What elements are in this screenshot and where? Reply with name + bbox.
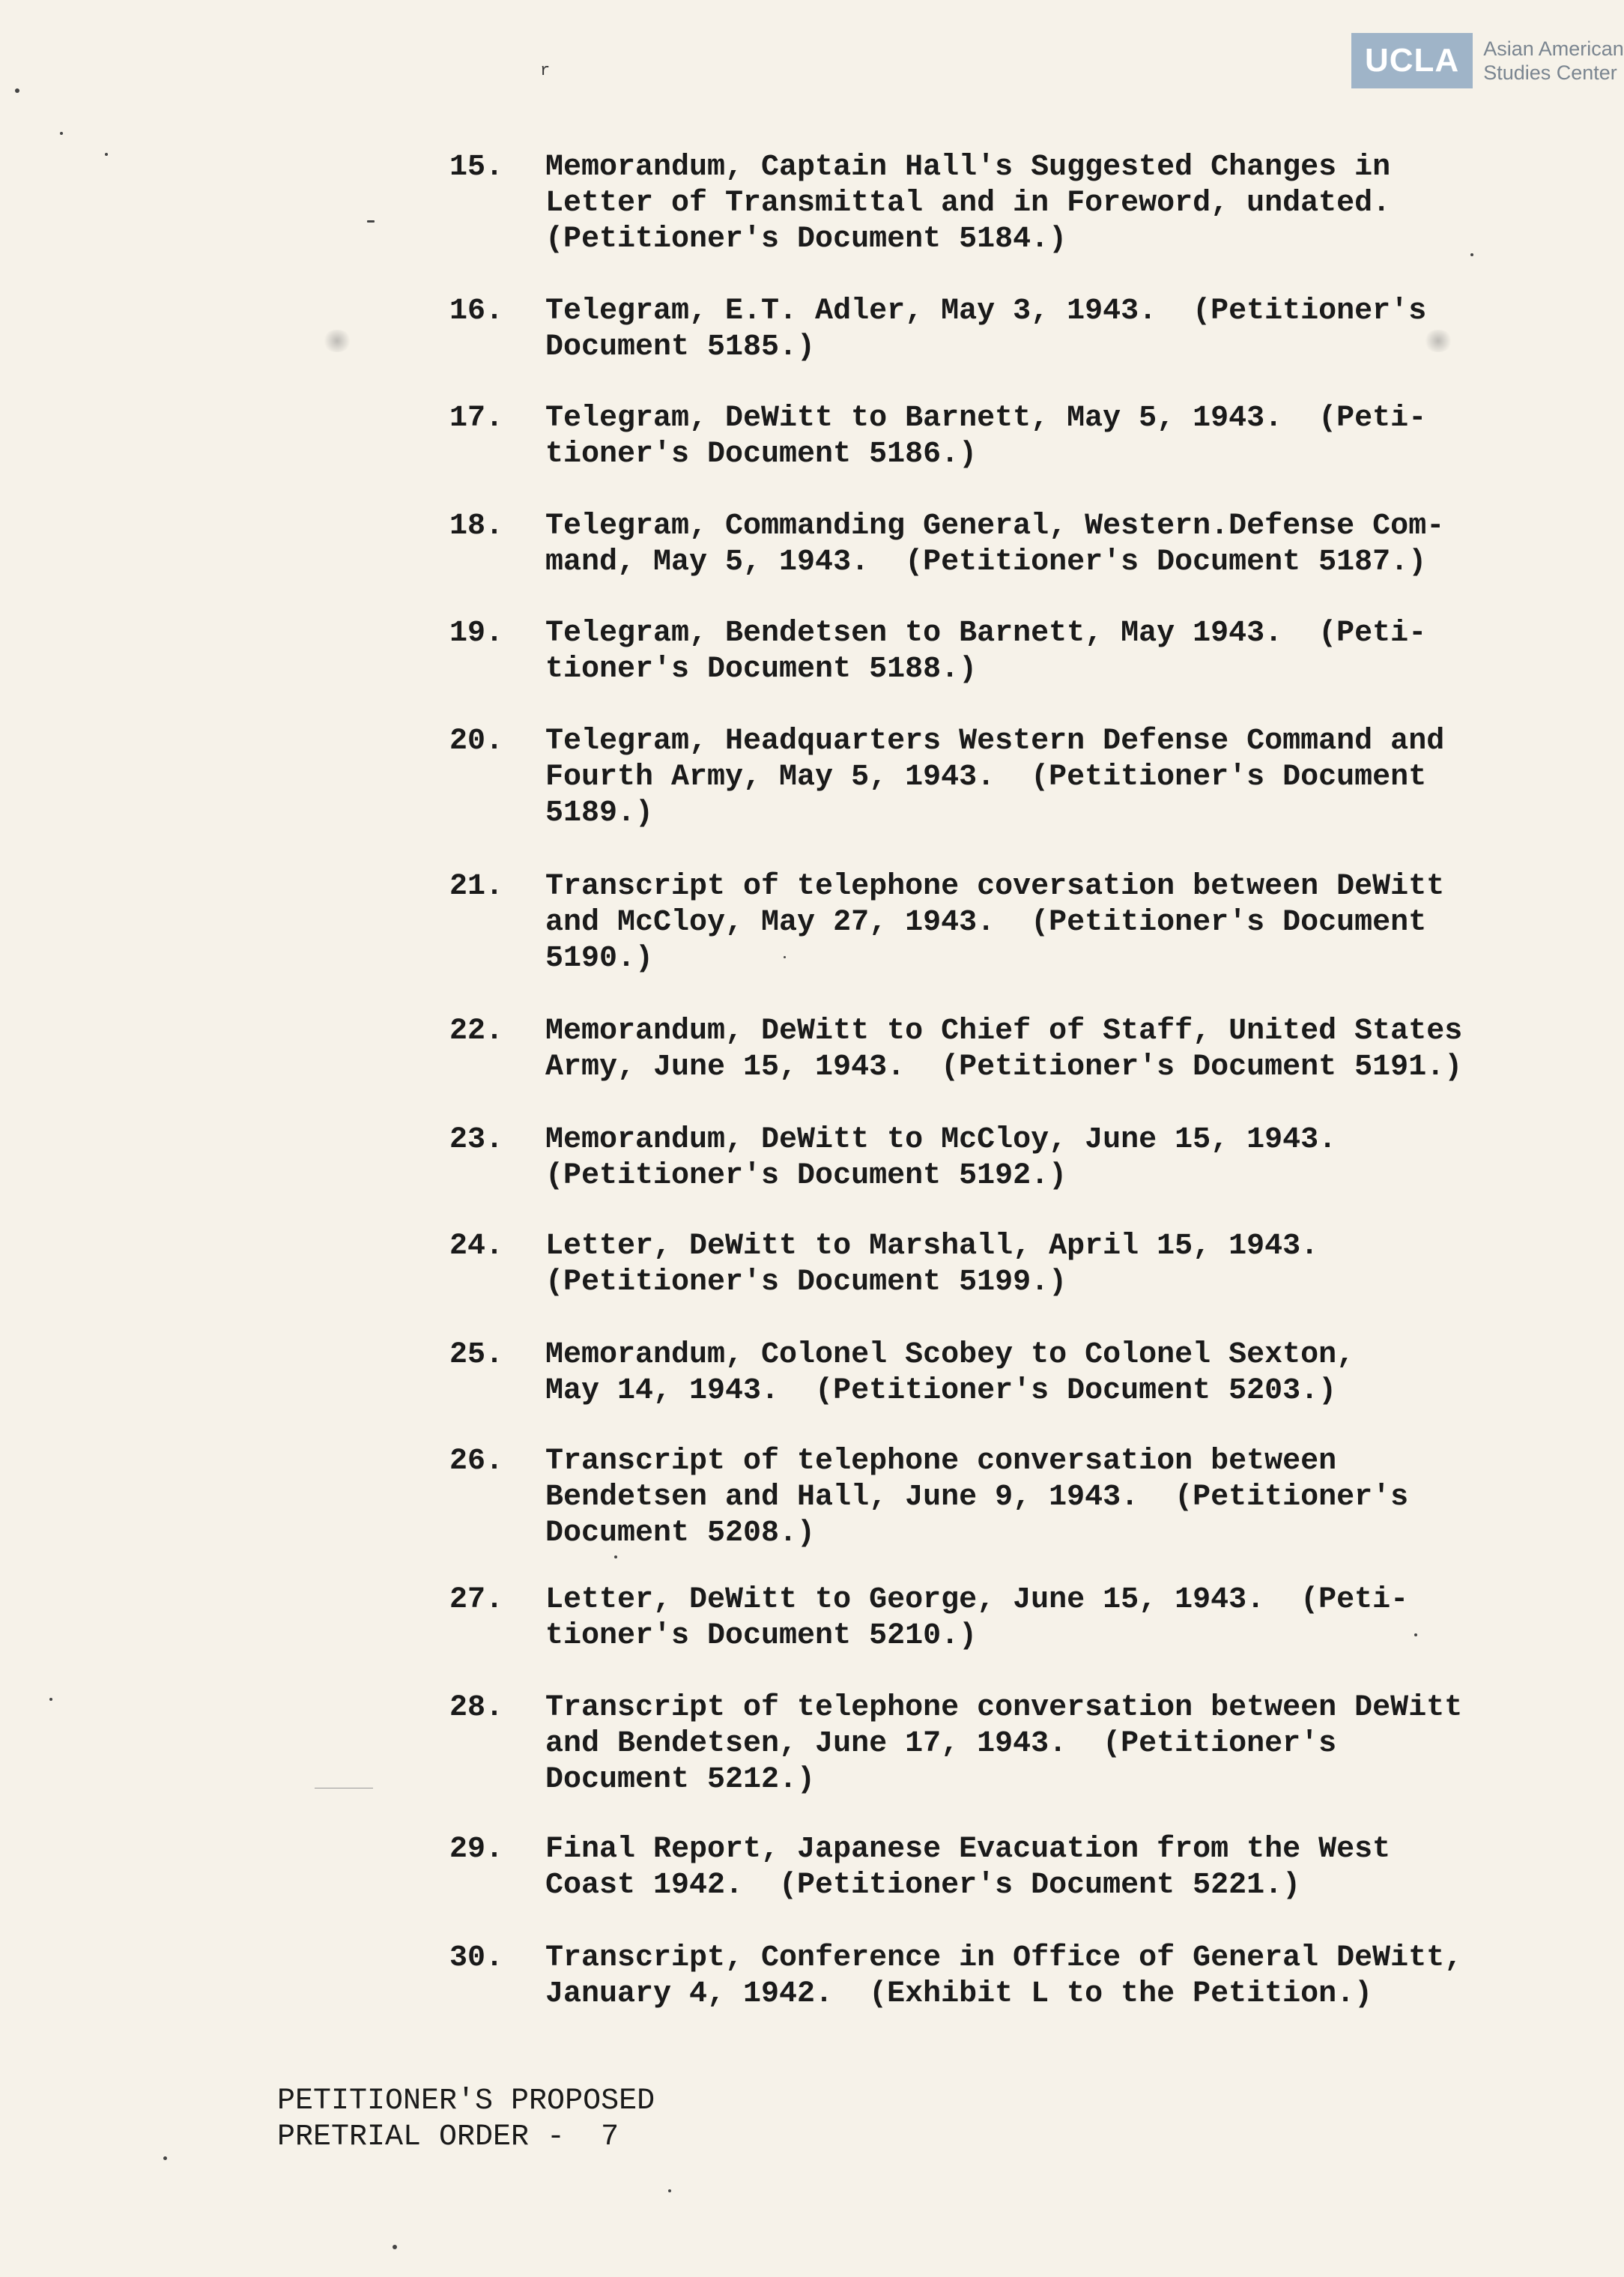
item-line: Telegram, DeWitt to Barnett, May 5, 1943. (Peti- bbox=[545, 402, 1427, 435]
item-line: Final Report, Japanese Evacuation from the West bbox=[545, 1833, 1391, 1866]
item-line: May 14, 1943. (Petitioner's Document 5203.) bbox=[545, 1374, 1337, 1408]
item-number: 18. bbox=[449, 509, 504, 543]
item-line: tioner's Document 5210.) bbox=[545, 1619, 978, 1653]
item-line: Memorandum, DeWitt to Chief of Staff, United States bbox=[545, 1014, 1463, 1048]
item-line: mand, May 5, 1943. (Petitioner's Document 5187.) bbox=[545, 545, 1427, 579]
item-line: Bendetsen and Hall, June 9, 1943. (Petitioner's bbox=[545, 1481, 1409, 1514]
scan-speck bbox=[393, 2245, 397, 2249]
item-number: 15. bbox=[449, 151, 504, 184]
scan-speck bbox=[60, 132, 63, 135]
item-line: Telegram, Commanding General, Western.Defense Com- bbox=[545, 509, 1445, 543]
page-footer bbox=[277, 2084, 655, 2156]
logo-caption bbox=[1483, 37, 1624, 85]
item-number: 20. bbox=[449, 725, 504, 758]
scan-speck bbox=[1470, 253, 1473, 256]
item-line: Transcript, Conference in Office of General DeWitt, bbox=[545, 1941, 1463, 1975]
item-line: Document 5185.) bbox=[545, 330, 816, 364]
item-line: 5190.) bbox=[545, 942, 654, 976]
scan-speck bbox=[1414, 1633, 1417, 1636]
item-line: and Bendetsen, June 17, 1943. (Petitioner's bbox=[545, 1727, 1337, 1761]
scan-speck bbox=[367, 220, 375, 223]
footer-line-2: PRETRIAL ORDER - 7 bbox=[277, 2120, 619, 2154]
item-line: Document 5212.) bbox=[545, 1763, 816, 1797]
item-line: Fourth Army, May 5, 1943. (Petitioner's Document bbox=[545, 760, 1427, 794]
item-line: tioner's Document 5188.) bbox=[545, 653, 978, 686]
item-number: 21. bbox=[449, 870, 504, 904]
item-line: (Petitioner's Document 5184.) bbox=[545, 223, 1067, 256]
scan-smudge bbox=[1423, 330, 1453, 352]
item-line: Transcript of telephone conversation between bbox=[545, 1445, 1337, 1478]
item-line: (Petitioner's Document 5192.) bbox=[545, 1159, 1067, 1193]
scan-speck bbox=[49, 1698, 52, 1701]
item-line: Transcript of telephone coversation between DeWitt bbox=[545, 870, 1445, 904]
item-line: Army, June 15, 1943. (Petitioner's Document 5191.) bbox=[545, 1050, 1463, 1084]
item-number: 17. bbox=[449, 402, 504, 435]
logo-caption-line-2: Studies Center bbox=[1483, 61, 1617, 84]
item-number: 25. bbox=[449, 1338, 504, 1372]
item-number: 23. bbox=[449, 1123, 504, 1157]
scan-smudge bbox=[322, 330, 352, 352]
item-line: Telegram, E.T. Adler, May 3, 1943. (Petitioner's bbox=[545, 294, 1427, 328]
item-line: 5189.) bbox=[545, 796, 654, 830]
item-number: 27. bbox=[449, 1583, 504, 1617]
item-line: Telegram, Bendetsen to Barnett, May 1943. (Peti- bbox=[545, 617, 1427, 650]
item-line: Letter, DeWitt to George, June 15, 1943. (Peti- bbox=[545, 1583, 1409, 1617]
item-number: 19. bbox=[449, 617, 504, 650]
item-line: Letter of Transmittal and in Foreword, undated. bbox=[545, 187, 1391, 220]
item-number: 29. bbox=[449, 1833, 504, 1866]
item-line: (Petitioner's Document 5199.) bbox=[545, 1265, 1067, 1299]
top-mark: r bbox=[540, 61, 551, 80]
logo-caption-line-1: Asian American bbox=[1483, 37, 1624, 60]
ucla-logo bbox=[1351, 33, 1624, 88]
item-number: 26. bbox=[449, 1445, 504, 1478]
item-line: Transcript of telephone conversation between DeWitt bbox=[545, 1691, 1463, 1725]
item-number: 16. bbox=[449, 294, 504, 328]
scan-speck bbox=[15, 88, 19, 93]
item-line: Memorandum, DeWitt to McCloy, June 15, 1943. bbox=[545, 1123, 1337, 1157]
scan-speck bbox=[163, 2156, 167, 2160]
item-line: tioner's Document 5186.) bbox=[545, 438, 978, 471]
item-number: 24. bbox=[449, 1230, 504, 1263]
scan-speck bbox=[668, 2189, 671, 2192]
item-line: and McCloy, May 27, 1943. (Petitioner's Document bbox=[545, 906, 1427, 940]
item-number: 30. bbox=[449, 1941, 504, 1975]
item-number: 28. bbox=[449, 1691, 504, 1725]
item-line: January 4, 1942. (Exhibit L to the Petition.) bbox=[545, 1977, 1373, 2011]
item-line: Coast 1942. (Petitioner's Document 5221.) bbox=[545, 1869, 1301, 1902]
item-number: 22. bbox=[449, 1014, 504, 1048]
scan-speck bbox=[614, 1555, 617, 1558]
scan-speck bbox=[105, 153, 108, 156]
item-line: Memorandum, Colonel Scobey to Colonel Sexton, bbox=[545, 1338, 1355, 1372]
item-line: Letter, DeWitt to Marshall, April 15, 1943. bbox=[545, 1230, 1319, 1263]
footer-line-1: PETITIONER'S PROPOSED bbox=[277, 2084, 655, 2118]
item-line: Document 5208.) bbox=[545, 1517, 816, 1550]
item-line: Memorandum, Captain Hall's Suggested Changes in bbox=[545, 151, 1391, 184]
item-line: Telegram, Headquarters Western Defense Command and bbox=[545, 725, 1445, 758]
ucla-logo-mark: UCLA bbox=[1351, 33, 1473, 88]
